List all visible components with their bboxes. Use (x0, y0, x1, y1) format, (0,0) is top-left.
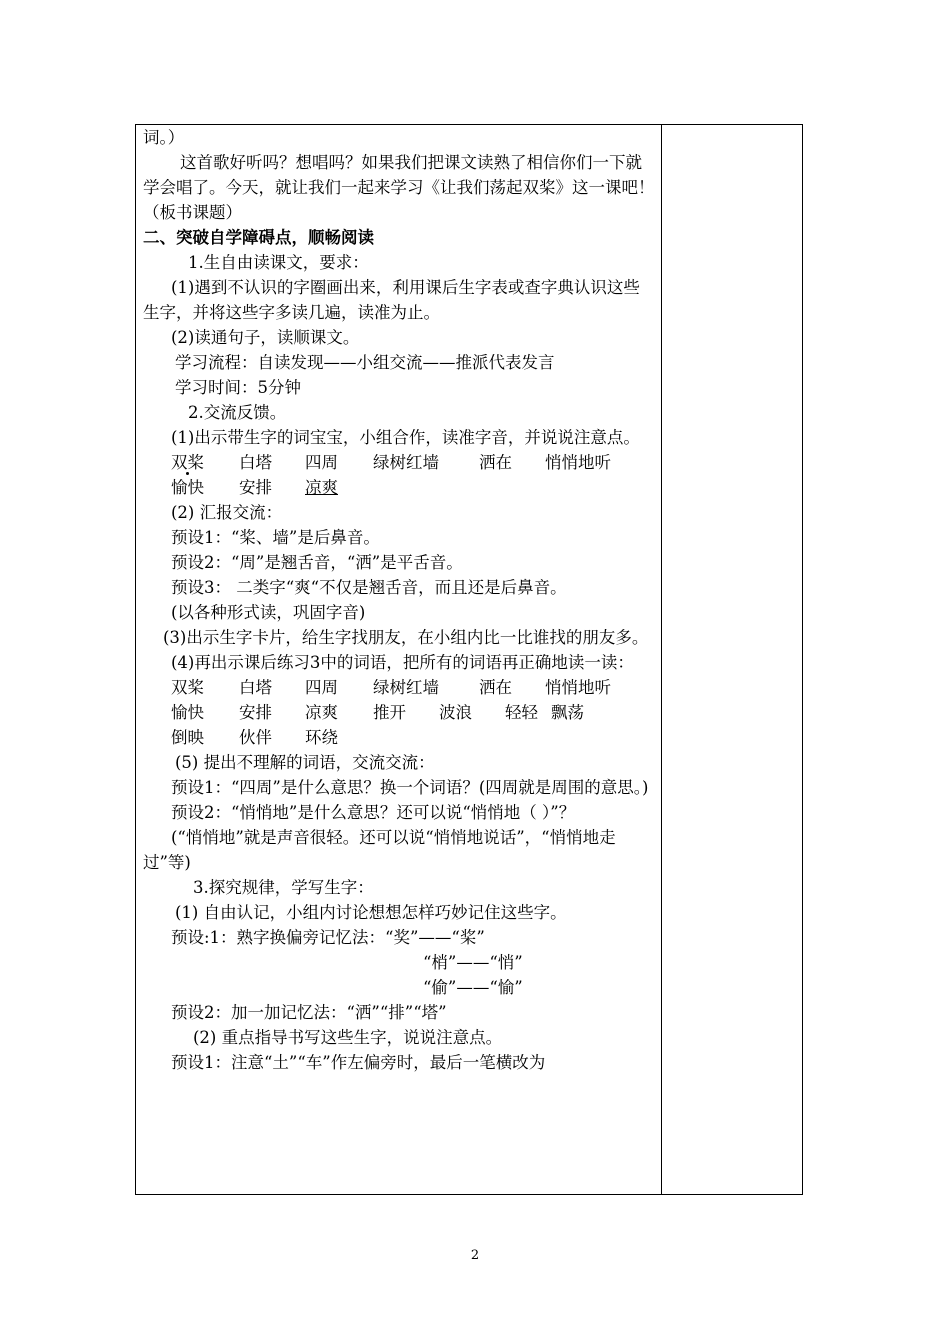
word: 凉爽 (305, 478, 338, 497)
word: 白塔 (239, 453, 272, 472)
paragraph-preset1: 预设1：“四周”是什么意思？换一个词语？(四周就是周围的意思。) (171, 778, 649, 797)
word: 绿树红墙 (373, 678, 439, 697)
word-row-2 (143, 475, 655, 500)
word: 双桨 (171, 678, 204, 697)
paragraph-req1: (1)遇到不认识的字圈画出来，利用课后生字表或查字典认识这些生字，并将这些字多读几遍，读准为止。 (143, 278, 640, 322)
paragraph-words: (1)出示带生字的词宝宝，小组合作，读准字音，并说说注意点。 (171, 428, 640, 447)
word: 双桨 (171, 453, 204, 472)
word: 白塔 (239, 678, 272, 697)
word: 伙伴 (239, 728, 272, 747)
line: 学习流程：自读发现——小组交流——推派代表发言 (175, 353, 555, 372)
line: (5) 提出不理解的词语，交流交流： (175, 753, 435, 772)
line: 预设2：加一加记忆法：“洒”“排”“塔” (171, 1003, 447, 1022)
word: 悄悄地听 (545, 678, 611, 697)
word: 悄悄地听 (545, 453, 611, 472)
word: 愉快 (171, 478, 204, 497)
line: 预设1：“桨、墙”是后鼻音。 (171, 528, 380, 547)
line: 预设3： 二类字“爽“不仅是翘舌音，而且还是后鼻音。 (171, 578, 567, 597)
line: 学习时间：5分钟 (175, 378, 301, 397)
section-heading: 二、突破自学障碍点，顺畅阅读 (143, 228, 374, 247)
word: 四周 (305, 678, 338, 697)
word: 洒在 (479, 678, 512, 697)
line: (2) 重点指导书写这些生字，说说注意点。 (193, 1028, 503, 1047)
line: 词。） (143, 128, 185, 147)
word: 倒映 (171, 728, 204, 747)
word: 安排 (239, 478, 272, 497)
word-row-1 (143, 450, 655, 475)
line: 预设1：注意“土”“车”作左偏旁时，最后一笔横改为 (171, 1053, 546, 1072)
column-divider (661, 125, 662, 1194)
line: 预设:1：熟字换偏旁记忆法：“奖”——“桨” (171, 928, 485, 947)
line: 1.生自由读课文，要求： (188, 253, 369, 272)
line: (以各种形式读，巩固字音) (171, 603, 366, 622)
vocab-row-2 (143, 700, 655, 725)
paragraph-preset2: 预设2：“悄悄地”是什么意思？还可以说“悄悄地（ ）”？ (171, 803, 576, 822)
line: “偷”——“愉” (423, 978, 523, 997)
lesson-table (135, 124, 803, 1195)
word: 绿树红墙 (373, 453, 439, 472)
word: 安排 (239, 703, 272, 722)
word: 四周 (305, 453, 338, 472)
lesson-content (143, 125, 655, 1075)
word: 飘荡 (551, 703, 584, 722)
line: 预设2：“周”是翘舌音，“洒”是平舌音。 (171, 553, 463, 572)
paragraph-intro: 这首歌好听吗？想唱吗？如果我们把课文读熟了相信你们一下就学会唱了。今天，就让我们一起来学习《让我们荡起双桨》这一课吧！（板书课题） (143, 153, 655, 222)
line: 2.交流反馈。 (188, 403, 287, 422)
word: 轻轻 (505, 703, 538, 722)
word: 推开 (373, 703, 406, 722)
word: 愉快 (171, 703, 204, 722)
paragraph-exercise: (4)再出示课后练习3中的词语，把所有的词语再正确地读一读： (171, 653, 634, 672)
word: 洒在 (479, 453, 512, 472)
paragraph-cards: (3)出示生字卡片，给生字找朋友，在小组内比一比谁找的朋友多。 (163, 628, 649, 647)
word: 波浪 (439, 703, 472, 722)
paragraph-note: (“悄悄地”就是声音很轻。还可以说“悄悄地说话”，“悄悄地走过”等) (143, 828, 616, 872)
word: 环绕 (305, 728, 338, 747)
vocab-row-1 (143, 675, 655, 700)
line: “梢”——“悄” (423, 953, 523, 972)
vocab-row-3 (143, 725, 655, 750)
line: (1) 自由认记，小组内讨论想想怎样巧妙记住这些字。 (175, 903, 567, 922)
line: (2) 汇报交流： (171, 503, 283, 522)
page-number: 2 (470, 1248, 480, 1263)
line: 3.探究规律，学写生字： (193, 878, 374, 897)
line: (2)读通句子，读顺课文。 (171, 328, 360, 347)
word: 凉爽 (305, 703, 338, 722)
